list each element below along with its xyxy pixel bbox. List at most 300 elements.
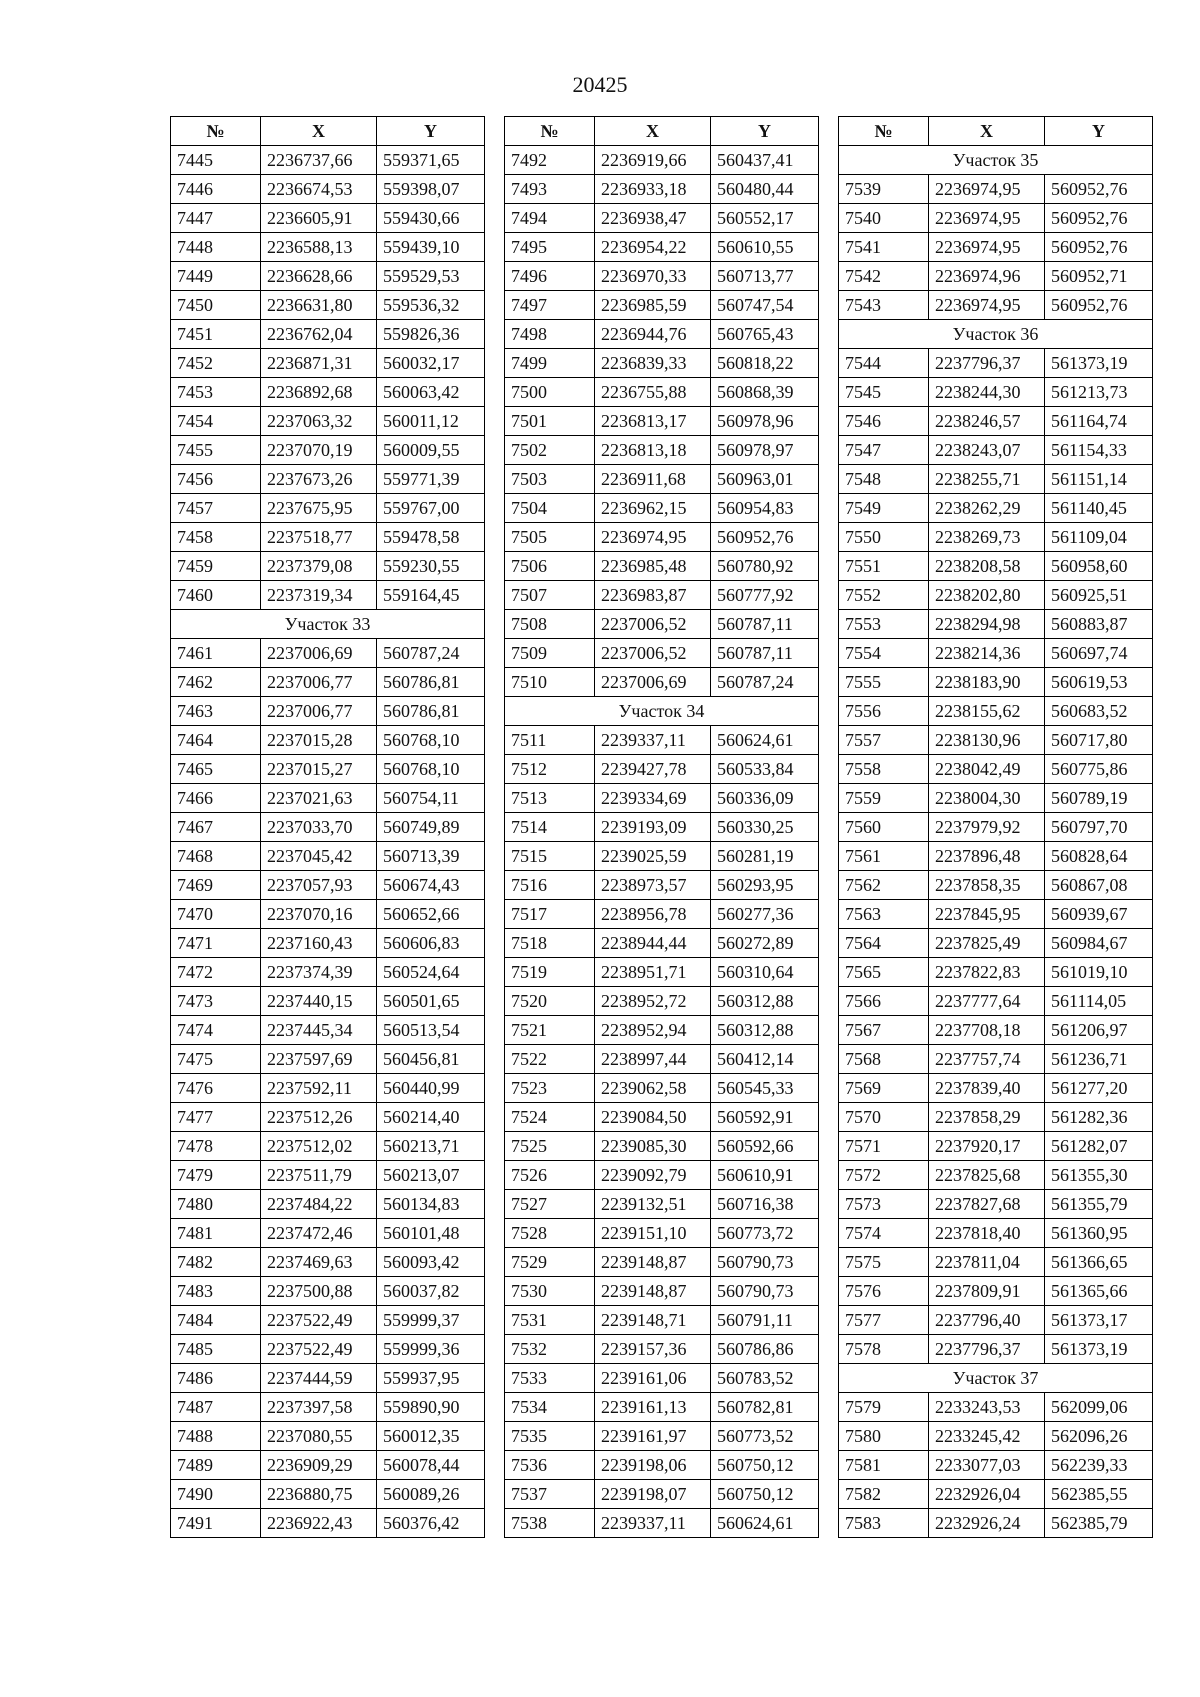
y-coordinate-cell: 560883,87 <box>1045 610 1153 639</box>
y-coordinate-cell: 560787,24 <box>711 668 819 697</box>
section-title: Участок 33 <box>171 610 485 639</box>
x-coordinate-cell: 2237445,34 <box>261 1016 377 1045</box>
y-coordinate-cell: 559999,36 <box>377 1335 485 1364</box>
point-number-cell: 7496 <box>505 262 595 291</box>
point-number-cell: 7450 <box>171 291 261 320</box>
x-coordinate-cell: 2236985,48 <box>595 552 711 581</box>
y-coordinate-cell: 561164,74 <box>1045 407 1153 436</box>
y-coordinate-cell: 560750,12 <box>711 1480 819 1509</box>
table-row <box>839 813 1153 842</box>
x-coordinate-cell: 2236974,95 <box>929 204 1045 233</box>
x-coordinate-cell: 2238208,58 <box>929 552 1045 581</box>
x-coordinate-cell: 2237522,49 <box>261 1335 377 1364</box>
table-row <box>505 784 819 813</box>
table-row <box>839 1016 1153 1045</box>
point-number-cell: 7488 <box>171 1422 261 1451</box>
y-coordinate-cell: 560032,17 <box>377 349 485 378</box>
y-coordinate-cell: 560552,17 <box>711 204 819 233</box>
table-row <box>171 378 485 407</box>
y-coordinate-cell: 560610,91 <box>711 1161 819 1190</box>
y-coordinate-cell: 561360,95 <box>1045 1219 1153 1248</box>
table-row <box>839 697 1153 726</box>
x-coordinate-cell: 2237920,17 <box>929 1132 1045 1161</box>
point-number-cell: 7548 <box>839 465 929 494</box>
point-number-cell: 7563 <box>839 900 929 929</box>
table-row <box>171 465 485 494</box>
x-coordinate-cell: 2238951,71 <box>595 958 711 987</box>
point-number-cell: 7489 <box>171 1451 261 1480</box>
point-number-cell: 7577 <box>839 1306 929 1335</box>
y-coordinate-cell: 561154,33 <box>1045 436 1153 465</box>
table-row <box>171 523 485 552</box>
y-coordinate-cell: 561140,45 <box>1045 494 1153 523</box>
point-number-cell: 7581 <box>839 1451 929 1480</box>
x-coordinate-cell: 2239198,06 <box>595 1451 711 1480</box>
x-coordinate-cell: 2236933,18 <box>595 175 711 204</box>
x-coordinate-cell: 2237825,68 <box>929 1161 1045 1190</box>
table-row <box>171 146 485 175</box>
point-number-cell: 7544 <box>839 349 929 378</box>
y-coordinate-cell: 560925,51 <box>1045 581 1153 610</box>
x-coordinate-cell: 2237675,95 <box>261 494 377 523</box>
point-number-cell: 7530 <box>505 1277 595 1306</box>
x-coordinate-cell: 2236974,95 <box>929 291 1045 320</box>
point-number-cell: 7480 <box>171 1190 261 1219</box>
table-row <box>839 407 1153 436</box>
point-number-cell: 7533 <box>505 1364 595 1393</box>
y-coordinate-cell: 560787,24 <box>377 639 485 668</box>
y-coordinate-cell: 561365,66 <box>1045 1277 1153 1306</box>
point-number-cell: 7540 <box>839 204 929 233</box>
point-number-cell: 7543 <box>839 291 929 320</box>
point-number-cell: 7528 <box>505 1219 595 1248</box>
table-row <box>839 726 1153 755</box>
table-row <box>505 204 819 233</box>
y-coordinate-cell: 560619,53 <box>1045 668 1153 697</box>
x-coordinate-cell: 2237006,52 <box>595 639 711 668</box>
x-coordinate-cell: 2237839,40 <box>929 1074 1045 1103</box>
y-coordinate-cell: 560868,39 <box>711 378 819 407</box>
table-row <box>171 436 485 465</box>
x-coordinate-cell: 2237469,63 <box>261 1248 377 1277</box>
column-header-y: Y <box>1045 117 1153 146</box>
x-coordinate-cell: 2239157,36 <box>595 1335 711 1364</box>
table-row <box>171 175 485 204</box>
section-title: Участок 34 <box>505 697 819 726</box>
x-coordinate-cell: 2236919,66 <box>595 146 711 175</box>
table-row <box>839 175 1153 204</box>
x-coordinate-cell: 2237512,02 <box>261 1132 377 1161</box>
point-number-cell: 7518 <box>505 929 595 958</box>
x-coordinate-cell: 2238246,57 <box>929 407 1045 436</box>
y-coordinate-cell: 560312,88 <box>711 1016 819 1045</box>
table-row <box>171 1277 485 1306</box>
x-coordinate-cell: 2237896,48 <box>929 842 1045 871</box>
table-row <box>171 291 485 320</box>
y-coordinate-cell: 560978,97 <box>711 436 819 465</box>
column-header-x: X <box>261 117 377 146</box>
point-number-cell: 7469 <box>171 871 261 900</box>
table-row <box>171 233 485 262</box>
x-coordinate-cell: 2237858,29 <box>929 1103 1045 1132</box>
y-coordinate-cell: 560818,22 <box>711 349 819 378</box>
y-coordinate-cell: 561355,30 <box>1045 1161 1153 1190</box>
point-number-cell: 7558 <box>839 755 929 784</box>
x-coordinate-cell: 2237673,26 <box>261 465 377 494</box>
x-coordinate-cell: 2238269,73 <box>929 523 1045 552</box>
table-row <box>171 1509 485 1538</box>
x-coordinate-cell: 2237006,69 <box>595 668 711 697</box>
x-coordinate-cell: 2238004,30 <box>929 784 1045 813</box>
y-coordinate-cell: 560952,76 <box>1045 291 1153 320</box>
column-header-y: Y <box>711 117 819 146</box>
y-coordinate-cell: 560790,73 <box>711 1277 819 1306</box>
y-coordinate-cell: 560336,09 <box>711 784 819 813</box>
table-row <box>171 639 485 668</box>
y-coordinate-cell: 560063,42 <box>377 378 485 407</box>
x-coordinate-cell: 2237796,40 <box>929 1306 1045 1335</box>
x-coordinate-cell: 2232926,24 <box>929 1509 1045 1538</box>
table-row <box>839 436 1153 465</box>
x-coordinate-cell: 2236974,95 <box>595 523 711 552</box>
x-coordinate-cell: 2238262,29 <box>929 494 1045 523</box>
y-coordinate-cell: 560786,81 <box>377 697 485 726</box>
x-coordinate-cell: 2237045,42 <box>261 842 377 871</box>
section-row <box>839 320 1153 349</box>
point-number-cell: 7573 <box>839 1190 929 1219</box>
y-coordinate-cell: 561373,19 <box>1045 349 1153 378</box>
point-number-cell: 7482 <box>171 1248 261 1277</box>
y-coordinate-cell: 561151,14 <box>1045 465 1153 494</box>
table-row <box>505 900 819 929</box>
point-number-cell: 7495 <box>505 233 595 262</box>
table-row <box>839 1132 1153 1161</box>
y-coordinate-cell: 560310,64 <box>711 958 819 987</box>
table-row <box>839 378 1153 407</box>
x-coordinate-cell: 2236674,53 <box>261 175 377 204</box>
column-header-number: № <box>505 117 595 146</box>
x-coordinate-cell: 2237374,39 <box>261 958 377 987</box>
point-number-cell: 7446 <box>171 175 261 204</box>
x-coordinate-cell: 2236985,59 <box>595 291 711 320</box>
y-coordinate-cell: 560281,19 <box>711 842 819 871</box>
x-coordinate-cell: 2237070,16 <box>261 900 377 929</box>
point-number-cell: 7560 <box>839 813 929 842</box>
y-coordinate-cell: 560952,76 <box>1045 233 1153 262</box>
y-coordinate-cell: 560012,35 <box>377 1422 485 1451</box>
y-coordinate-cell: 559536,32 <box>377 291 485 320</box>
point-number-cell: 7561 <box>839 842 929 871</box>
x-coordinate-cell: 2237080,55 <box>261 1422 377 1451</box>
table-row <box>171 900 485 929</box>
table-row <box>505 871 819 900</box>
x-coordinate-cell: 2239161,06 <box>595 1364 711 1393</box>
x-coordinate-cell: 2238214,36 <box>929 639 1045 668</box>
point-number-cell: 7566 <box>839 987 929 1016</box>
y-coordinate-cell: 560624,61 <box>711 1509 819 1538</box>
table-row <box>839 1190 1153 1219</box>
x-coordinate-cell: 2236813,17 <box>595 407 711 436</box>
y-coordinate-cell: 562096,26 <box>1045 1422 1153 1451</box>
y-coordinate-cell: 559767,00 <box>377 494 485 523</box>
y-coordinate-cell: 561277,20 <box>1045 1074 1153 1103</box>
table-row <box>505 1190 819 1219</box>
y-coordinate-cell: 560867,08 <box>1045 871 1153 900</box>
y-coordinate-cell: 560754,11 <box>377 784 485 813</box>
y-coordinate-cell: 560134,83 <box>377 1190 485 1219</box>
x-coordinate-cell: 2238155,62 <box>929 697 1045 726</box>
y-coordinate-cell: 560330,25 <box>711 813 819 842</box>
x-coordinate-cell: 2237033,70 <box>261 813 377 842</box>
y-coordinate-cell: 559999,37 <box>377 1306 485 1335</box>
x-coordinate-cell: 2239132,51 <box>595 1190 711 1219</box>
table-row <box>505 726 819 755</box>
point-number-cell: 7505 <box>505 523 595 552</box>
x-coordinate-cell: 2237708,18 <box>929 1016 1045 1045</box>
x-coordinate-cell: 2239062,58 <box>595 1074 711 1103</box>
y-coordinate-cell: 560958,60 <box>1045 552 1153 581</box>
table-row <box>505 465 819 494</box>
x-coordinate-cell: 2238243,07 <box>929 436 1045 465</box>
table-row <box>839 349 1153 378</box>
x-coordinate-cell: 2239198,07 <box>595 1480 711 1509</box>
y-coordinate-cell: 560791,11 <box>711 1306 819 1335</box>
point-number-cell: 7465 <box>171 755 261 784</box>
table-row <box>839 465 1153 494</box>
point-number-cell: 7575 <box>839 1248 929 1277</box>
y-coordinate-cell: 562099,06 <box>1045 1393 1153 1422</box>
table-row <box>171 1393 485 1422</box>
point-number-cell: 7583 <box>839 1509 929 1538</box>
x-coordinate-cell: 2236954,22 <box>595 233 711 262</box>
table-row <box>839 610 1153 639</box>
point-number-cell: 7501 <box>505 407 595 436</box>
point-number-cell: 7557 <box>839 726 929 755</box>
x-coordinate-cell: 2236962,15 <box>595 494 711 523</box>
y-coordinate-cell: 560786,81 <box>377 668 485 697</box>
x-coordinate-cell: 2238183,90 <box>929 668 1045 697</box>
table-row <box>505 1161 819 1190</box>
x-coordinate-cell: 2238952,72 <box>595 987 711 1016</box>
coordinates-table-1 <box>170 116 485 1538</box>
point-number-cell: 7579 <box>839 1393 929 1422</box>
table-row <box>505 1248 819 1277</box>
x-coordinate-cell: 2236974,96 <box>929 262 1045 291</box>
y-coordinate-cell: 559890,90 <box>377 1393 485 1422</box>
point-number-cell: 7500 <box>505 378 595 407</box>
y-coordinate-cell: 560777,92 <box>711 581 819 610</box>
x-coordinate-cell: 2236755,88 <box>595 378 711 407</box>
table-row <box>839 233 1153 262</box>
point-number-cell: 7580 <box>839 1422 929 1451</box>
x-coordinate-cell: 2238973,57 <box>595 871 711 900</box>
x-coordinate-cell: 2237522,49 <box>261 1306 377 1335</box>
x-coordinate-cell: 2237015,27 <box>261 755 377 784</box>
x-coordinate-cell: 2238130,96 <box>929 726 1045 755</box>
y-coordinate-cell: 561373,19 <box>1045 1335 1153 1364</box>
y-coordinate-cell: 560437,41 <box>711 146 819 175</box>
table-row <box>839 581 1153 610</box>
table-row <box>839 1335 1153 1364</box>
y-coordinate-cell: 560213,07 <box>377 1161 485 1190</box>
x-coordinate-cell: 2236909,29 <box>261 1451 377 1480</box>
point-number-cell: 7470 <box>171 900 261 929</box>
x-coordinate-cell: 2237979,92 <box>929 813 1045 842</box>
table-row <box>171 349 485 378</box>
x-coordinate-cell: 2239084,50 <box>595 1103 711 1132</box>
table-row <box>505 523 819 552</box>
point-number-cell: 7462 <box>171 668 261 697</box>
x-coordinate-cell: 2237796,37 <box>929 349 1045 378</box>
table-row <box>171 1190 485 1219</box>
y-coordinate-cell: 559826,36 <box>377 320 485 349</box>
point-number-cell: 7554 <box>839 639 929 668</box>
table-row <box>171 1480 485 1509</box>
y-coordinate-cell: 561236,71 <box>1045 1045 1153 1074</box>
point-number-cell: 7574 <box>839 1219 929 1248</box>
table-row <box>839 1509 1153 1538</box>
table-row <box>505 842 819 871</box>
point-number-cell: 7514 <box>505 813 595 842</box>
point-number-cell: 7527 <box>505 1190 595 1219</box>
x-coordinate-cell: 2238244,30 <box>929 378 1045 407</box>
table-row <box>505 987 819 1016</box>
point-number-cell: 7538 <box>505 1509 595 1538</box>
table-row <box>839 1248 1153 1277</box>
table-row <box>839 755 1153 784</box>
point-number-cell: 7578 <box>839 1335 929 1364</box>
table-row <box>839 1219 1153 1248</box>
x-coordinate-cell: 2239148,87 <box>595 1277 711 1306</box>
table-row <box>171 1364 485 1393</box>
y-coordinate-cell: 560524,64 <box>377 958 485 987</box>
point-number-cell: 7522 <box>505 1045 595 1074</box>
y-coordinate-cell: 560610,55 <box>711 233 819 262</box>
table-row <box>839 1277 1153 1306</box>
point-number-cell: 7537 <box>505 1480 595 1509</box>
y-coordinate-cell: 560717,80 <box>1045 726 1153 755</box>
column-header-y: Y <box>377 117 485 146</box>
point-number-cell: 7492 <box>505 146 595 175</box>
table-row <box>171 552 485 581</box>
y-coordinate-cell: 560713,39 <box>377 842 485 871</box>
point-number-cell: 7520 <box>505 987 595 1016</box>
y-coordinate-cell: 560713,77 <box>711 262 819 291</box>
table-row <box>839 987 1153 1016</box>
point-number-cell: 7504 <box>505 494 595 523</box>
x-coordinate-cell: 2237021,63 <box>261 784 377 813</box>
point-number-cell: 7576 <box>839 1277 929 1306</box>
section-row <box>839 146 1153 175</box>
y-coordinate-cell: 560765,43 <box>711 320 819 349</box>
table-row <box>839 958 1153 987</box>
point-number-cell: 7493 <box>505 175 595 204</box>
table-header-row <box>505 117 819 146</box>
table-row <box>505 610 819 639</box>
y-coordinate-cell: 560213,71 <box>377 1132 485 1161</box>
table-row <box>839 1393 1153 1422</box>
section-title: Участок 35 <box>839 146 1153 175</box>
y-coordinate-cell: 560797,70 <box>1045 813 1153 842</box>
x-coordinate-cell: 2237827,68 <box>929 1190 1045 1219</box>
table-row <box>505 1277 819 1306</box>
y-coordinate-cell: 561373,17 <box>1045 1306 1153 1335</box>
point-number-cell: 7531 <box>505 1306 595 1335</box>
x-coordinate-cell: 2237811,04 <box>929 1248 1045 1277</box>
point-number-cell: 7481 <box>171 1219 261 1248</box>
y-coordinate-cell: 559371,65 <box>377 146 485 175</box>
point-number-cell: 7464 <box>171 726 261 755</box>
y-coordinate-cell: 560513,54 <box>377 1016 485 1045</box>
y-coordinate-cell: 560787,11 <box>711 610 819 639</box>
x-coordinate-cell: 2233077,03 <box>929 1451 1045 1480</box>
point-number-cell: 7476 <box>171 1074 261 1103</box>
x-coordinate-cell: 2232926,04 <box>929 1480 1045 1509</box>
table-row <box>839 291 1153 320</box>
point-number-cell: 7532 <box>505 1335 595 1364</box>
point-number-cell: 7454 <box>171 407 261 436</box>
x-coordinate-cell: 2233243,53 <box>929 1393 1045 1422</box>
section-row <box>505 697 819 726</box>
table-row <box>505 233 819 262</box>
x-coordinate-cell: 2237057,93 <box>261 871 377 900</box>
table-row <box>505 1045 819 1074</box>
point-number-cell: 7572 <box>839 1161 929 1190</box>
x-coordinate-cell: 2239337,11 <box>595 1509 711 1538</box>
point-number-cell: 7487 <box>171 1393 261 1422</box>
x-coordinate-cell: 2233245,42 <box>929 1422 1045 1451</box>
point-number-cell: 7457 <box>171 494 261 523</box>
point-number-cell: 7497 <box>505 291 595 320</box>
column-header-x: X <box>595 117 711 146</box>
point-number-cell: 7559 <box>839 784 929 813</box>
x-coordinate-cell: 2237160,43 <box>261 929 377 958</box>
point-number-cell: 7547 <box>839 436 929 465</box>
y-coordinate-cell: 560952,71 <box>1045 262 1153 291</box>
table-row <box>171 1248 485 1277</box>
y-coordinate-cell: 559937,95 <box>377 1364 485 1393</box>
y-coordinate-cell: 560954,83 <box>711 494 819 523</box>
point-number-cell: 7484 <box>171 1306 261 1335</box>
table-row <box>171 494 485 523</box>
table-row <box>171 581 485 610</box>
y-coordinate-cell: 560683,52 <box>1045 697 1153 726</box>
x-coordinate-cell: 2238294,98 <box>929 610 1045 639</box>
table-row <box>171 929 485 958</box>
table-row <box>171 1161 485 1190</box>
y-coordinate-cell: 560652,66 <box>377 900 485 929</box>
point-number-cell: 7510 <box>505 668 595 697</box>
point-number-cell: 7447 <box>171 204 261 233</box>
table-row <box>171 262 485 291</box>
point-number-cell: 7517 <box>505 900 595 929</box>
table-row <box>505 1393 819 1422</box>
table-row <box>171 407 485 436</box>
point-number-cell: 7494 <box>505 204 595 233</box>
table-row <box>171 668 485 697</box>
point-number-cell: 7516 <box>505 871 595 900</box>
y-coordinate-cell: 560747,54 <box>711 291 819 320</box>
y-coordinate-cell: 560592,66 <box>711 1132 819 1161</box>
y-coordinate-cell: 560773,52 <box>711 1422 819 1451</box>
point-number-cell: 7499 <box>505 349 595 378</box>
table-row <box>505 1335 819 1364</box>
y-coordinate-cell: 560828,64 <box>1045 842 1153 871</box>
point-number-cell: 7515 <box>505 842 595 871</box>
y-coordinate-cell: 560277,36 <box>711 900 819 929</box>
point-number-cell: 7468 <box>171 842 261 871</box>
section-title: Участок 37 <box>839 1364 1153 1393</box>
